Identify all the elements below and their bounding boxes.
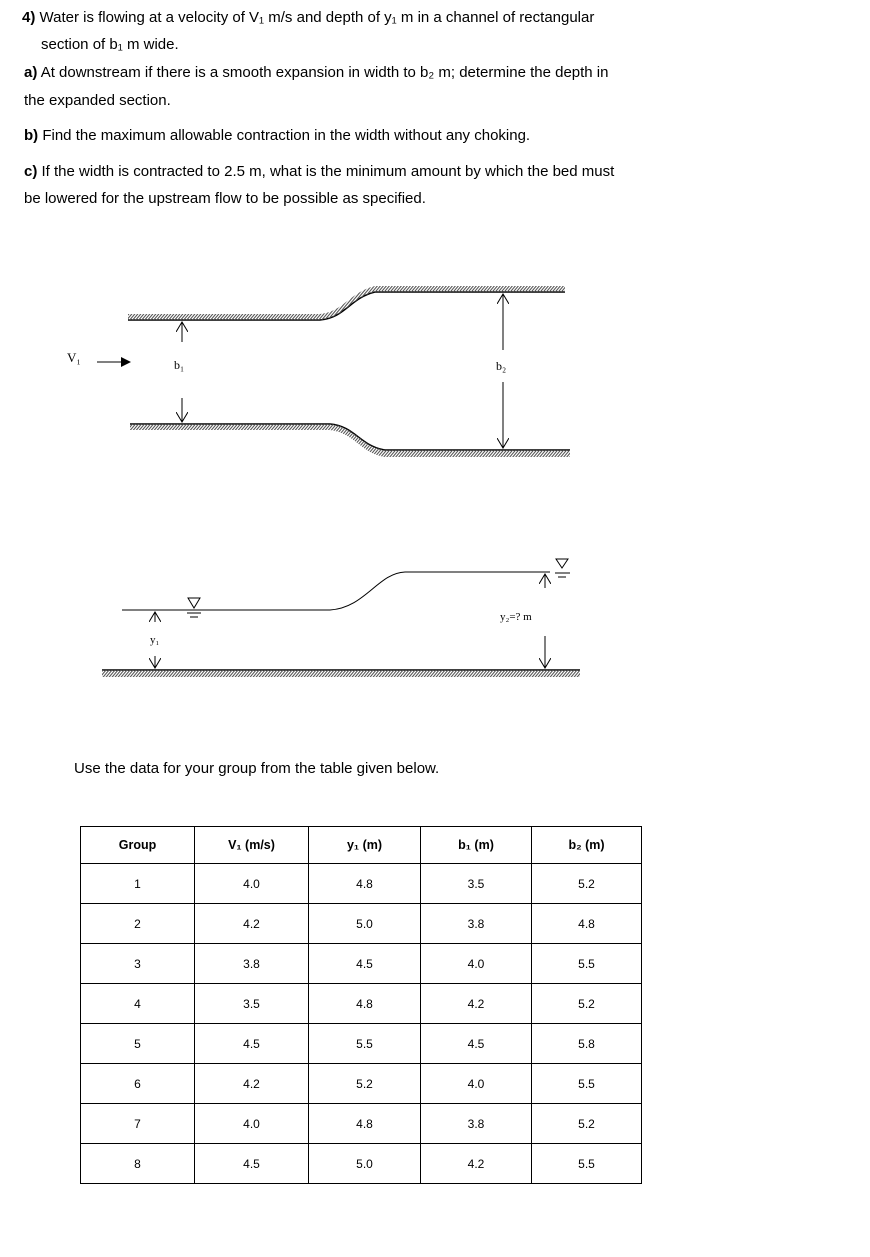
table-row (81, 864, 642, 904)
table-row (81, 984, 642, 1024)
group-data-table (80, 826, 642, 1184)
cell-b1: 3.8 (421, 1104, 532, 1144)
cell-v1: 4.2 (195, 1064, 309, 1104)
cell-b2: 5.2 (532, 1104, 642, 1144)
header-b1: b₁ (m) (421, 827, 532, 864)
part-a-line2: the expanded section. (24, 92, 171, 109)
b1-label: b₁ (174, 358, 185, 372)
cell-group: 8 (81, 1144, 195, 1184)
header-v1: V₁ (m/s) (195, 827, 309, 864)
table-row (81, 1104, 642, 1144)
cell-b2: 4.8 (532, 904, 642, 944)
cell-y1: 4.8 (309, 1104, 421, 1144)
cell-group: 5 (81, 1024, 195, 1064)
cell-group: 4 (81, 984, 195, 1024)
table-row (81, 1144, 642, 1184)
header-y1: y₁ (m) (309, 827, 421, 864)
cell-y1: 5.2 (309, 1064, 421, 1104)
problem-intro-line2: section of b₁ m wide. (41, 36, 179, 53)
cell-y1: 5.0 (309, 904, 421, 944)
cell-y1: 5.5 (309, 1024, 421, 1064)
y1-label: y₁ (150, 634, 160, 646)
cell-v1: 4.2 (195, 904, 309, 944)
cell-b1: 4.2 (421, 984, 532, 1024)
part-c-label: c) (24, 163, 38, 180)
cell-v1: 4.5 (195, 1144, 309, 1184)
b2-label: b₂ (496, 359, 507, 373)
header-group: Group (81, 827, 195, 864)
cell-group: 2 (81, 904, 195, 944)
water-surface (122, 572, 550, 610)
cell-group: 6 (81, 1064, 195, 1104)
plan-bottom-wall (130, 424, 570, 457)
part-b-line1 (24, 127, 530, 145)
cell-b1: 4.0 (421, 944, 532, 984)
v1-label: V₁ (67, 350, 81, 365)
part-c-line2: be lowered for the upstream flow to be possible as specified. (24, 190, 426, 207)
cell-group: 7 (81, 1104, 195, 1144)
cell-b1: 4.0 (421, 1064, 532, 1104)
problem-intro-line1 (22, 9, 594, 27)
part-c-text: If the width is contracted to 2.5 m, what is the minimum amount by which the bed must (41, 163, 615, 180)
table-header-row (81, 827, 642, 864)
cell-v1: 3.5 (195, 984, 309, 1024)
table-row (81, 944, 642, 984)
cell-b2: 5.5 (532, 1064, 642, 1104)
cell-b2: 5.2 (532, 984, 642, 1024)
cell-b2: 5.5 (532, 1144, 642, 1184)
plan-top-wall (128, 286, 565, 320)
table-row (81, 904, 642, 944)
part-b-label: b) (24, 127, 39, 144)
part-a-line1 (24, 64, 608, 82)
table-caption: Use the data for your group from the table given below. (74, 760, 440, 777)
cell-v1: 4.0 (195, 1104, 309, 1144)
cell-b2: 5.5 (532, 944, 642, 984)
problem-number: 4) (22, 9, 36, 26)
table-row (81, 1064, 642, 1104)
part-b-text: Find the maximum allowable contraction in the width without any choking. (42, 127, 531, 144)
cell-b1: 4.5 (421, 1024, 532, 1064)
water-level-symbol-upstream (187, 598, 201, 617)
y2-label: y₂=? m (500, 611, 532, 623)
cell-v1: 3.8 (195, 944, 309, 984)
cell-b1: 4.2 (421, 1144, 532, 1184)
cell-v1: 4.0 (195, 864, 309, 904)
cell-b1: 3.8 (421, 904, 532, 944)
cell-b1: 3.5 (421, 864, 532, 904)
cell-b2: 5.8 (532, 1024, 642, 1064)
channel-bed (102, 670, 580, 677)
cell-y1: 4.8 (309, 984, 421, 1024)
channel-diagram (0, 270, 870, 700)
table-row (81, 1024, 642, 1064)
cell-y1: 5.0 (309, 1144, 421, 1184)
water-level-symbol-downstream (555, 559, 570, 577)
problem-intro-text: Water is flowing at a velocity of V₁ m/s and depth of y₁ m in a channel of rectangular (39, 9, 595, 26)
part-a-label: a) (24, 64, 38, 81)
part-c-line1 (24, 163, 614, 181)
part-a-text: At downstream if there is a smooth expansion in width to b₂ m; determine the depth in (40, 64, 609, 81)
cell-y1: 4.5 (309, 944, 421, 984)
cell-v1: 4.5 (195, 1024, 309, 1064)
cell-group: 1 (81, 864, 195, 904)
cell-group: 3 (81, 944, 195, 984)
header-b2: b₂ (m) (532, 827, 642, 864)
cell-y1: 4.8 (309, 864, 421, 904)
cell-b2: 5.2 (532, 864, 642, 904)
